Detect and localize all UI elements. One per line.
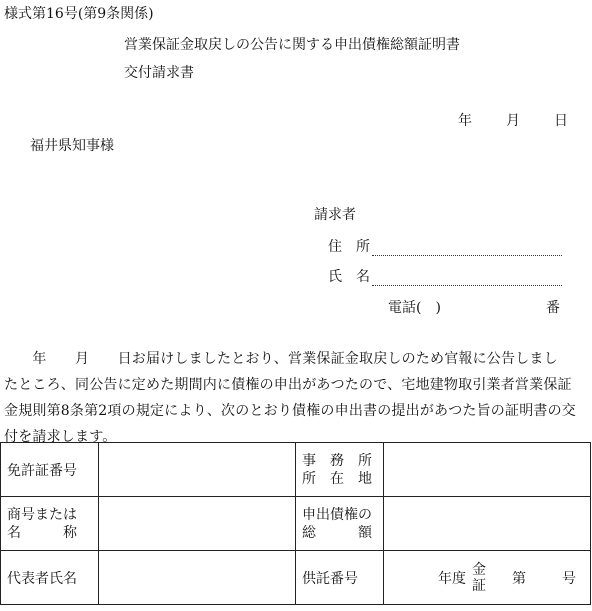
phone-label: 電話( ) — [388, 300, 441, 316]
document-title-continued: 交付請求書 — [124, 65, 194, 81]
deposit-type-label: 金 証 — [472, 561, 486, 594]
claim-total-label: 申出債権の 総 額 — [295, 497, 383, 551]
date-line — [458, 110, 568, 130]
representative-name-label: 代表者氏名 — [1, 551, 99, 605]
table-row — [1, 443, 591, 497]
trade-name-label: 商号または 名 称 — [1, 497, 99, 551]
table-row — [1, 551, 591, 605]
claim-total-value[interactable] — [383, 497, 590, 551]
name-input-line[interactable] — [372, 271, 562, 286]
trade-name-value[interactable] — [98, 497, 295, 551]
name-label: 氏 名 — [328, 269, 370, 285]
name-field[interactable] — [328, 266, 562, 286]
office-location-value[interactable] — [383, 443, 590, 497]
body-line: 年 月 日お届けしましたとおり、営業保証金取戻しのため官報に公告しまし — [4, 351, 558, 367]
date-day: 日 — [554, 113, 568, 129]
license-number-value[interactable] — [98, 443, 295, 497]
body-line: たところ、同公告に定めた期間内に債権の申出があつたので、宅地建物取引業者営業保証 — [4, 377, 572, 393]
body-line: 金規則第8条第2項の規定により、次のとおり債権の申出書の提出があつた旨の証明書の交 — [4, 403, 577, 419]
representative-name-value[interactable] — [98, 551, 295, 605]
table-row — [1, 497, 591, 551]
document-title: 営業保証金取戻しの公告に関する申出債権総額証明書 — [124, 37, 460, 53]
info-table — [0, 442, 591, 605]
deposit-year-label: 年度 — [438, 570, 466, 587]
requester-label: 請求者 — [314, 207, 356, 223]
office-location-label: 事 務 所 所 在 地 — [295, 443, 383, 497]
deposit-go-label: 号 — [562, 570, 576, 587]
request-body-text — [4, 346, 588, 450]
license-number-label: 免許証番号 — [1, 443, 99, 497]
address-label: 住 所 — [328, 239, 370, 255]
date-year: 年 — [458, 113, 472, 129]
addressee: 福井県知事様 — [30, 138, 114, 154]
phone-suffix: 番 — [546, 300, 560, 316]
address-input-line[interactable] — [372, 241, 562, 256]
address-field[interactable] — [328, 236, 562, 256]
date-month: 月 — [506, 113, 520, 129]
deposit-number-value[interactable] — [383, 551, 590, 605]
body-line: 付を請求します。 — [4, 429, 117, 445]
deposit-number-label: 供託番号 — [295, 551, 383, 605]
deposit-dai-label: 第 — [512, 570, 526, 587]
form-number: 様式第16号(第9条関係) — [4, 6, 154, 22]
